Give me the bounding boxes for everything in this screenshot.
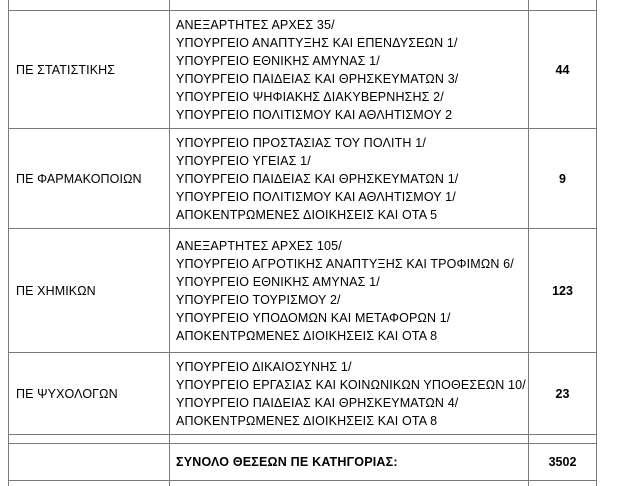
category-cell — [9, 481, 170, 486]
total-cell: 23 — [529, 353, 597, 435]
ministry-line: ΥΠΟΥΡΓΕΙΟ ΠΑΙΔΕΙΑΣ ΚΑΙ ΘΡΗΣΚΕΥΜΑΤΩΝ 1/ — [176, 172, 459, 186]
spacer-cell — [170, 435, 529, 444]
table-row — [9, 11, 597, 129]
ministry-line: ΑΠΟΚΕΝΤΡΩΜΕΝΕΣ ΔΙΟΙΚΗΣΕΙΣ ΚΑΙ ΟΤΑ 8 — [176, 329, 438, 343]
total-cell — [529, 481, 597, 486]
total-cell: 44 — [529, 11, 597, 129]
spacer-cell — [529, 435, 597, 444]
ministries-cell — [170, 0, 529, 11]
ministry-line: ΥΠΟΥΡΓΕΙΟ ΠΑΙΔΕΙΑΣ ΚΑΙ ΘΡΗΣΚΕΥΜΑΤΩΝ 4/ — [176, 396, 459, 410]
ministry-line: ΥΠΟΥΡΓΕΙΟ ΥΓΕΙΑΣ 1/ — [176, 154, 311, 168]
ministry-line: ΥΠΟΥΡΓΕΙΟ ΤΟΥΡΙΣΜΟΥ 2/ — [176, 293, 341, 307]
table-row — [9, 353, 597, 435]
ministry-line: ΥΠΟΥΡΓΕΙΟ ΠΡΟΣΤΑΣΙΑΣ ΤΟΥ ΠΟΛΙΤΗ 1/ — [176, 136, 426, 150]
spacer-cell — [9, 435, 170, 444]
total-cell — [529, 0, 597, 11]
summary-empty-cell — [9, 444, 170, 481]
ministry-line: ΥΠΟΥΡΓΕΙΟ ΑΓΡΟΤΙΚΗΣ ΑΝΑΠΤΥΞΗΣ ΚΑΙ ΤΡΟΦΙΜΩΝ 6/ — [176, 257, 514, 271]
ministry-line: ΥΠΟΥΡΓΕΙΟ ΔΙΚΑΙΟΣΥΝΗΣ 1/ — [176, 360, 352, 374]
table-row — [9, 129, 597, 229]
ministries-cell — [170, 481, 529, 486]
ministry-line: ΥΠΟΥΡΓΕΙΟ ΠΑΙΔΕΙΑΣ ΚΑΙ ΘΡΗΣΚΕΥΜΑΤΩΝ 3/ — [176, 72, 459, 86]
ministry-line: ΥΠΟΥΡΓΕΙΟ ΠΟΛΙΤΙΣΜΟΥ ΚΑΙ ΑΘΛΗΤΙΣΜΟΥ 1/ — [176, 190, 456, 204]
total-cell: 9 — [529, 129, 597, 229]
ministry-line: ΥΠΟΥΡΓΕΙΟ ΠΟΛΙΤΙΣΜΟΥ ΚΑΙ ΑΘΛΗΤΙΣΜΟΥ 2 — [176, 108, 453, 122]
ministries-cell — [170, 129, 529, 229]
ministries-cell — [170, 229, 529, 353]
summary-row — [9, 444, 597, 481]
ministry-line: ΑΠΟΚΕΝΤΡΩΜΕΝΕΣ ΔΙΟΙΚΗΣΕΙΣ ΚΑΙ ΟΤΑ 8 — [176, 414, 438, 428]
ministry-line: ΑΝΕΞΑΡΤΗΤΕΣ ΑΡΧΕΣ 35/ — [176, 18, 335, 32]
table-row-partial — [9, 0, 597, 11]
table-row-partial — [9, 481, 597, 486]
ministry-line: ΥΠΟΥΡΓΕΙΟ ΑΝΑΠΤΥΞΗΣ ΚΑΙ ΕΠΕΝΔΥΣΕΩΝ 1/ — [176, 36, 458, 50]
table-row — [9, 229, 597, 353]
category-cell — [9, 0, 170, 11]
ministry-line: ΥΠΟΥΡΓΕΙΟ ΕΘΝΙΚΗΣ ΑΜΥΝΑΣ 1/ — [176, 275, 380, 289]
ministry-line: ΑΠΟΚΕΝΤΡΩΜΕΝΕΣ ΔΙΟΙΚΗΣΕΙΣ ΚΑΙ ΟΤΑ 5 — [176, 208, 438, 222]
ministry-line: ΥΠΟΥΡΓΕΙΟ ΨΗΦΙΑΚΗΣ ΔΙΑΚΥΒΕΡΝΗΣΗΣ 2/ — [176, 90, 444, 104]
category-cell: ΠΕ ΧΗΜΙΚΩΝ — [9, 229, 170, 353]
total-cell: 123 — [529, 229, 597, 353]
ministry-line: ΥΠΟΥΡΓΕΙΟ ΕΘΝΙΚΗΣ ΑΜΥΝΑΣ 1/ — [176, 54, 380, 68]
category-cell: ΠΕ ΦΑΡΜΑΚΟΠΟΙΩΝ — [9, 129, 170, 229]
positions-table — [8, 0, 597, 486]
summary-total: 3502 — [529, 444, 597, 481]
ministry-line: ΑΝΕΞΑΡΤΗΤΕΣ ΑΡΧΕΣ 105/ — [176, 239, 342, 253]
ministry-line: ΥΠΟΥΡΓΕΙΟ ΕΡΓΑΣΙΑΣ ΚΑΙ ΚΟΙΝΩΝΙΚΩΝ ΥΠΟΘΕΣΕΩΝ 10/ — [176, 378, 526, 392]
ministries-cell — [170, 353, 529, 435]
category-cell: ΠΕ ΨΥΧΟΛΟΓΩΝ — [9, 353, 170, 435]
category-cell: ΠΕ ΣΤΑΤΙΣΤΙΚΗΣ — [9, 11, 170, 129]
summary-label: ΣΥΝΟΛΟ ΘΕΣΕΩΝ ΠΕ ΚΑΤΗΓΟΡΙΑΣ: — [170, 444, 529, 481]
table-spacer-row — [9, 435, 597, 444]
ministry-line: ΥΠΟΥΡΓΕΙΟ ΥΠΟΔΟΜΩΝ ΚΑΙ ΜΕΤΑΦΟΡΩΝ 1/ — [176, 311, 451, 325]
ministries-cell — [170, 11, 529, 129]
